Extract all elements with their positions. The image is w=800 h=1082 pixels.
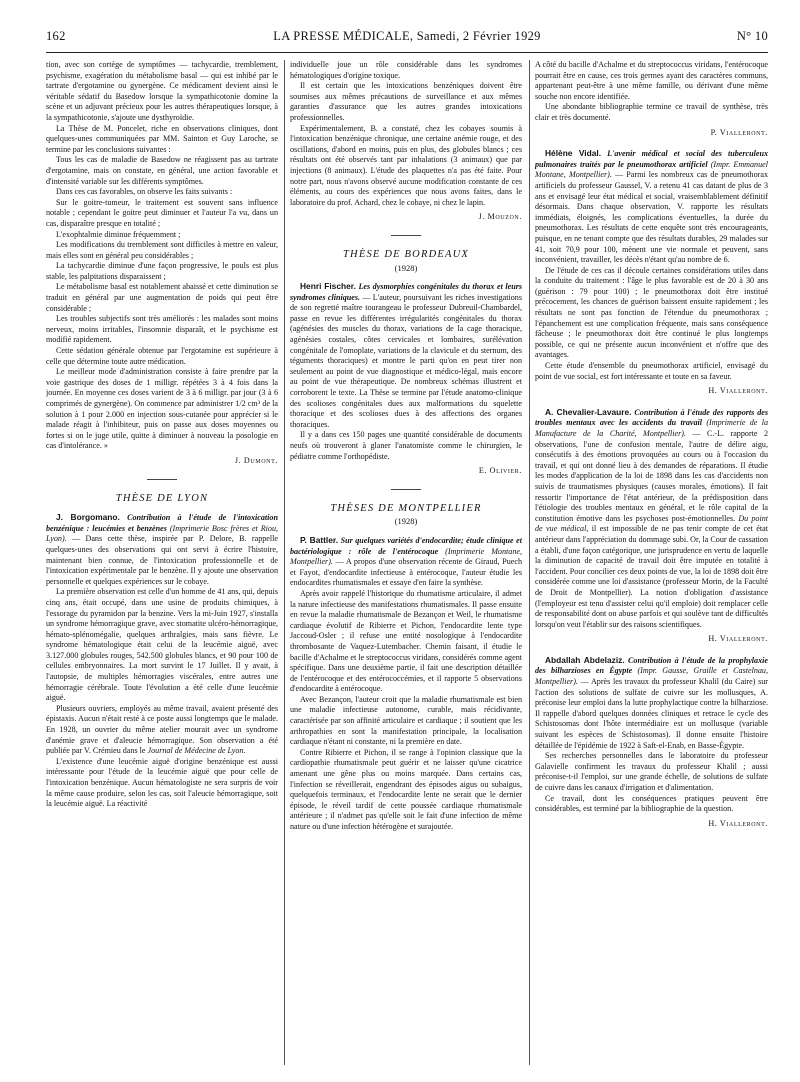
- issue-number: N° 10: [736, 29, 768, 43]
- journal-title: LA PRESSE MÉDICALE, Samedi, 2 Février 1929: [273, 29, 541, 43]
- author-name: J. Borgomano.: [56, 512, 120, 523]
- paragraph: A côté du bacille d'Achalme et du streptococcus viridans, l'entérocoque pourrait être en cause, ces trois germes ayant des caractères communs, appartenant peut-être à une même famille, ou dérivant d'une même souche non encore identifiée.: [535, 60, 768, 101]
- author-name: P. Battler.: [300, 534, 339, 545]
- review-text: — Dans cette thèse, inspirée par P. Delore, B. rappelle quelques-unes des observations qui ont servi à écrire l'histoire, maintenant bien connue, de l'intoxication professionnelle et de l'intoxication expérimentale par le benzène. Il y ajoute une observation personnelle et quelques expériences sur le cobaye.: [46, 534, 278, 586]
- thesis-title: Contribution à l'étude de la prophylaxie des bilharzioses en Égypte: [535, 655, 768, 676]
- review-text: — Parmi les nombreux cas de pneumothorax artificiels du professeur Gaussel, V. a retenu 41 cas datant de plus de 3 ans et envisagé leur état médical et social, vraisemblablement définitif désormais. Dans chaque observation, V. rapporte les résultats immédiats, éloignés, les complications éventuelles, la durée du pneumothorax. Les résultats de cette enquête sont très encourageants, puisque, en ne tenant compte que des résultats durables, 29 malades sur 41, soit 70,9 pour 100, mènent une vie normale et peuvent, sans inconvénient, travailler, les décès n'étant qu'au nombre de 6.: [535, 170, 768, 265]
- publisher: (Imprimerie Montane, Montpellier).: [290, 546, 522, 567]
- thesis-title: Sur quelques variétés d'endocardite; étude clinique et bactériologique : rôle de l'entérocoque: [290, 535, 522, 556]
- paragraph: L'exophtalmie diminue fréquemment ;: [56, 229, 181, 239]
- column-divider: [529, 60, 530, 1065]
- page-number: 162: [46, 29, 66, 43]
- paragraph-text: Plusieurs ouvriers, employés au même travail, avaient présenté des épistaxis. Aucun n'était resté à ce poste aussi longtemps que le malade. En 1928, un ouvrier du même atelier mourait avec un syndrome d'anémie grave et d'aleucie hémorragique. Son observation a été publiée par V. Crémieu dans le: [46, 703, 278, 756]
- paragraph: Après avoir rappelé l'historique du rhumatisme articulaire, il admet la nature infectieuse des manifestations rhumatismales. Il passe ensuite en revue la maladie rhumatismale de Bezançon et Weil, le rhumatisme cardiaque évolutif de Ribierre et Pichon, l'endocardite lente type Jaccoud-Osler ; il refuse une entité nosologique à l'endocardite thrombosante de Vaquez-Lutembacher. Chemin faisant, il étudie le bacille d'Achalme et le streptococcus viridans, considérés comme agent spécifique. Dans une deuxième partie, il fait une description détaillée de l'entérocoque et des entérococcémies, et il rapporte 5 observations d'endocardite à entérocoque.: [290, 588, 522, 694]
- publisher: (Impr. Emmanuel Montane, Montpellier).: [535, 159, 768, 180]
- review-text: il est impossible de ne pas tenir compte de cet état antérieur dans l'appréciation du dommage subi. Or, la Cour de cassation a établi, d'une façon catégorique, une jurisprudence en vertu de laquelle la diminution de capacité de travail doit être imputée en totalité à l'accident. Pour concilier ces deux points de vue, la loi de 1898 doit être considérée comme une loi d'assistance (professeur Morin, de la Faculté de Droit de Montpellier). La notion d'obligation d'assistance (l'employeur est tenu d'assister celui qu'il emploie) doit remplacer celle de responsabilité dont on abuse parfois et qui soulève tant de difficultés lorsqu'on veut l'établir sur des raisons scientifiques.: [535, 524, 768, 629]
- paragraph: Expérimentalement, B. a constaté, chez les cobayes soumis à l'intoxication benzénique chronique, une certaine anémie rouge, et des oscillations, d'abord en moins, puis en plus, des globules blancs ; ces résultats ont été observés tant par inhalations (3 animaux) que par injections (8 animaux). L'étude des plaquettes n'a pas été faite. Pour notre part, nous n'avons observé aucune modification constante de ces éléments, au cours des expériences que nous avons faites, dans le laboratoire du prof. Achard, chez le cobaye, ni chez le lapin.: [290, 123, 522, 207]
- signature: H. Vialleront.: [708, 634, 768, 644]
- paragraph: Sur le goitre-tumeur, le traitement est souvent sans influence notable ; cependant le goitre peut diminuer et l'auteur l'a vu, dans un cas, disparaître presque en totalité ;: [46, 197, 278, 228]
- paragraph: La tachycardie diminue d'une façon progressive, le pouls est plus stable, les palpitations disparaissent ;: [46, 261, 278, 281]
- paragraph: De l'étude de ces cas il découle certaines considérations utiles dans la conduite du traitement : l'âge le plus favorable est de 20 à 30 ans (guérison : 79 pour 100) ; le pneumothorax doit être institué précocement, les chances de guérison baissent ensuite rapidement ; les résultats ne sont pas fonction de l'étendue du pneumothorax ; l'épanchement est une complication fréquente, mais sans conséquence fâcheuse ; le pneumothorax doit être continué le plus longtemps possible, ce qui ne présente aucun inconvénient et n'offre que des avantages.: [535, 265, 768, 360]
- paragraph: Cette sédation générale obtenue par l'ergotamine est supérieure à celle que détermine toute autre médication.: [46, 346, 278, 366]
- paragraph: Cette étude d'ensemble du pneumothorax artificiel, envisagé du point de vue social, est fort intéressante et toute en sa faveur.: [535, 361, 768, 381]
- signature: P. Vialleront.: [710, 127, 768, 137]
- paragraph: Les troubles subjectifs sont très améliorés : les malades sont moins nerveux, moins irritables, l'insomnie disparaît, et le psychisme est modifié rapidement.: [46, 314, 278, 345]
- publisher: (Impr. Gausse, Graille et Castelnau, Montpellier).: [535, 666, 768, 687]
- section-divider: [147, 479, 177, 480]
- paragraph: individuelle joue un rôle considérable dans les syndromes hématologiques d'origine toxique.: [290, 60, 522, 80]
- page-header: [46, 26, 768, 53]
- publisher: (Imprimerie de la Manufacture de la Charité, Montpellier).: [535, 418, 768, 438]
- paragraph: Ses recherches personnelles dans le laboratoire du professeur Galavielle confirment les travaux du professeur Khalil ; aussi préconise-t-il l'emploi, sur une grande échelle, de solutions de sulfate de cuivre dans les canaux d'irrigation et d'alimentation.: [535, 751, 768, 792]
- paragraph: Avec Bezançon, l'auteur croit que la maladie rhumatismale est bien une maladie infectieuse autonome, curable, mais récidivante, caractérisée par son affinité articulaire et cardiaque ; il soutient que les arthropathies en sont la manifestation principale, la localisation cardiaque n'étant ni constante, ni la première en date.: [290, 694, 522, 747]
- column-2: [290, 60, 522, 1065]
- thesis-title: Contribution à l'étude de l'intoxication benzénique : leucémies et benzènes: [46, 513, 278, 533]
- column-1: [46, 60, 278, 1065]
- paragraph: Dans ces cas favorables, on observe les faits suivants :: [56, 187, 233, 197]
- section-heading: THÈSE DE LYON: [115, 492, 209, 504]
- section-heading: THÈSE DE BORDEAUX: [343, 248, 469, 260]
- section-year: (1928): [394, 262, 418, 273]
- review-text: — A propos d'une observation récente de Giraud, Puech et Fayot, d'endocardite infectieuse à entérocoque, l'auteur étudie les endocardites rhumatismales et essaye d'en faire la synthèse.: [290, 557, 522, 588]
- thesis-title: Contribution à l'étude des rapports des troubles mentaux avec les accidents du travail: [535, 407, 768, 428]
- signature: H. Vialleront.: [708, 386, 768, 396]
- review-text: — C.-L. rapporte 2 observations, l'une de confusion mentale, l'autre de délire aigu, consécutifs à des émotions provoquées au cours ou à l'occasion du travail, et qui ont donné lieu à des demandes de réparations. Il étudie les modes d'application de la loi de 1898 dans les cas d'accidents non suivis de traumatismes physiques (causes morales, émotions). Il fait ressortir l'importance de l'état antérieur, de la prédisposition dans l'étiologie des troubles mentaux en général, et le rôle capital de la constitution émotive dans les psychoses post-émotionnelles.: [535, 429, 768, 523]
- paragraph: Une abondante bibliographie termine ce travail de synthèse, très clair et très documenté.: [535, 102, 768, 122]
- paragraph: [46, 704, 278, 757]
- paragraph: tion, avec son cortège de symptômes — tachycardie, tremblement, psychisme, exagération du métabolisme basal — qui est inhibé par le tartrate d'ergotamine ou gynergène. Ce médicament devient ainsi le véritable sédatif du Basedow lorsque la sympathicotonie domine la scène et un adjuvant précieux pour les autres thérapeutiques lorsque, à la sympathicotonie, s'ajoute une dysthyroïdie.: [46, 60, 278, 122]
- author-name: Abdallah Abdelaziz.: [545, 654, 625, 665]
- section-divider: [391, 235, 421, 236]
- review-entry: [46, 512, 278, 587]
- review-entry: [290, 535, 522, 589]
- review-entry: [535, 655, 768, 751]
- column-3: [535, 60, 768, 1065]
- paragraph: Tous les cas de maladie de Basedow ne réagissent pas au tartrate d'ergotamine, mais on constate, en général, une action favorable et d'intensité variable sur les différents symptômes.: [46, 155, 278, 186]
- signature: H. Vialleront.: [708, 818, 768, 828]
- publisher: (Imprimerie Bosc frères et Riou, Lyon).: [46, 523, 278, 544]
- paragraph: L'existence d'une leucémie aiguë d'origine benzénique est aussi intéressante pour l'étude de la leucémie aiguë que pour celle de l'intoxication benzénique. Aucun hématologiste ne sera surpris de voir la même cause produire, selon les cas, soit l'aleucie hémorragique, soit la leucémie aiguë. La réactivité: [46, 756, 278, 809]
- paragraph: Les modifications du tremblement sont difficiles à mettre en valeur, mais elles sont en général peu considérables ;: [46, 240, 278, 260]
- paragraph: Ce travail, dont les conséquences pratiques peuvent être considérables, est terminé par la bibliographie de la question.: [535, 793, 768, 814]
- emphasis-text: Du point de vue médical,: [535, 513, 768, 534]
- newspaper-page: [46, 26, 768, 1072]
- author-name: A. Chevalier-Lavaure.: [545, 406, 632, 417]
- thesis-title: Les dysmorphies congénitales du thorax et leurs syndromes cliniques.: [290, 282, 522, 302]
- review-entry: [535, 407, 768, 630]
- signature: E. Olivier.: [478, 466, 522, 476]
- paragraph: Le métabolisme basal est notablement abaissé et cette diminution se traduit en général par une augmentation de poids qui peut être considérable ;: [46, 282, 278, 313]
- paragraph: Le meilleur mode d'administration consiste à faire prendre par la voie gastrique des doses de 1 milligr. répétées 3 à 4 fois dans la journée. En moyenne ces doses varient de 3 à 6 milligr. par jour (3 à 6 comprimés de gynergène). On commence par administrer 1/2 cm³ de la solution à 1 pour 2.000 en injection sous-cutanée pour apprécier si le malade réagit à l'inhibiteur, puis on passe aux doses moyennes ou fortes si on le juge utile, quitte à diminuer à nouveau la posologie en cas d'intolérance. »: [46, 367, 278, 451]
- review-text: — Après les travaux du professeur Khalil (du Caire) sur l'action des solutions de sulfate de cuivre sur les mollusques, A. préconise leur emploi dans la lutte prophylactique contre la bilharziose. Il rappelle d'abord quelques données cliniques et retrace le cycle des Schistosomas dont l'hôte intermédiaire est un mollusque (variable suivant les espèces de Schistosomas). Il donne ensuite l'histoire détaillée de l'épidémie de 1922 à Saft-el-Enab, en Basse-Égypte.: [535, 677, 768, 750]
- signature: J. Dumont.: [234, 455, 278, 465]
- paragraph: Contre Ribierre et Pichon, il se range à l'opinion classique que la cardiopathie rhumatismale peut guérir et ne laisser qu'une cicatrice amenant une gêne plus ou moins marquée. Dans certains cas, l'infection se réveillerait, engendrant des épisodes aigus ou subaigus, quelquefois terminaux, et l'endocardite lente ne serait que le dernier épisode, le réveil tardif de cette poussée cardiaque rhumatismale antérieure ; il n'admet pas qu'elle soit le fait d'une infection de même nature ou d'une infection hétérogène et surajoutée.: [290, 747, 522, 831]
- author-name: Hélène Vidal.: [545, 148, 602, 159]
- section-year: (1928): [394, 516, 418, 527]
- paragraph: La première observation est celle d'un homme de 41 ans, qui, depuis cinq ans, était occupé, dans une usine de produits chimiques, à l'essorage du pyramidon par la benzine. Vers la mi-Juin 1927, s'installa un syndrome hémorragique grave, avec stomatite ulcéro-hémorragique, hémato-splénomégalie, quelques arthralgies, mais sans fièvre. Le syndrome hématologique était celui de la leucémie aiguë, avec 3.127.000 globules rouges, 542.500 globules blancs, et 90 pour 100 de cellules embryonnaires. La mort survint le 17 Juillet. Il y avait, à l'autopsie, de multiples hémorragies viscérales, entre autres une hémorragie cérébrale. Toute l'évolution a été celle d'une leucémie aiguë.: [46, 587, 278, 703]
- section-heading: THÈSES DE MONTPELLIER: [330, 502, 482, 514]
- author-name: Henri Fischer.: [300, 281, 356, 292]
- thesis-title: L'avenir médical et social des tuberculeux pulmonaires traités par le pneumothorax artificiel: [535, 149, 768, 169]
- signature: J. Mouzon.: [478, 212, 522, 222]
- section-divider: [391, 489, 421, 490]
- column-divider: [284, 60, 285, 1065]
- review-entry: [535, 148, 768, 266]
- review-text: — L'auteur, poursuivant les riches investigations de son regretté maître tourangeau le professeur Dubreuil-Chambardel, passe en revue les différentes irrégularités congénitales du thorax (agénésies des muscles du thorax, variations de la cage thoracique, agénésies costales, côtes cervicales et lombaires, surélévation congénitale de l'omoplate, variations de la clavicule et du sternum, des téguments thoraciques) et montre le parti qu'on en peut tirer non seulement au point de vue diagnostique et médico-légal, mais encore au point de vue thérapeutique. De nombreux schémas illustrent et corroborent le texte. La Thèse se termine par l'étude anatomo-clinique des scolioses congénitales dues aux malformations du squelette thoracique et des scolioses dues à des affections des organes thoraciques.: [290, 292, 522, 429]
- journal-name: Journal de Médecine de Lyon.: [147, 746, 246, 756]
- paragraph: Il est certain que les intoxications benzéniques doivent être soumises aux mêmes précautions de surveillance et aux mêmes garanties d'assurance que les autres grandes intoxications professionnelles.: [290, 81, 522, 122]
- paragraph: La Thèse de M. Poncelet, riche en observations cliniques, dont quelques-unes communiquées par MM. Sainton et Guy Laroche, se termine par les conclusions suivantes :: [46, 123, 278, 154]
- review-entry: [290, 281, 522, 430]
- paragraph: Il y a dans ces 150 pages une quantité considérable de documents neufs où trouveront à glaner l'anatomiste comme le chirurgien, le pédiatre comme l'orthopédiste.: [290, 430, 522, 461]
